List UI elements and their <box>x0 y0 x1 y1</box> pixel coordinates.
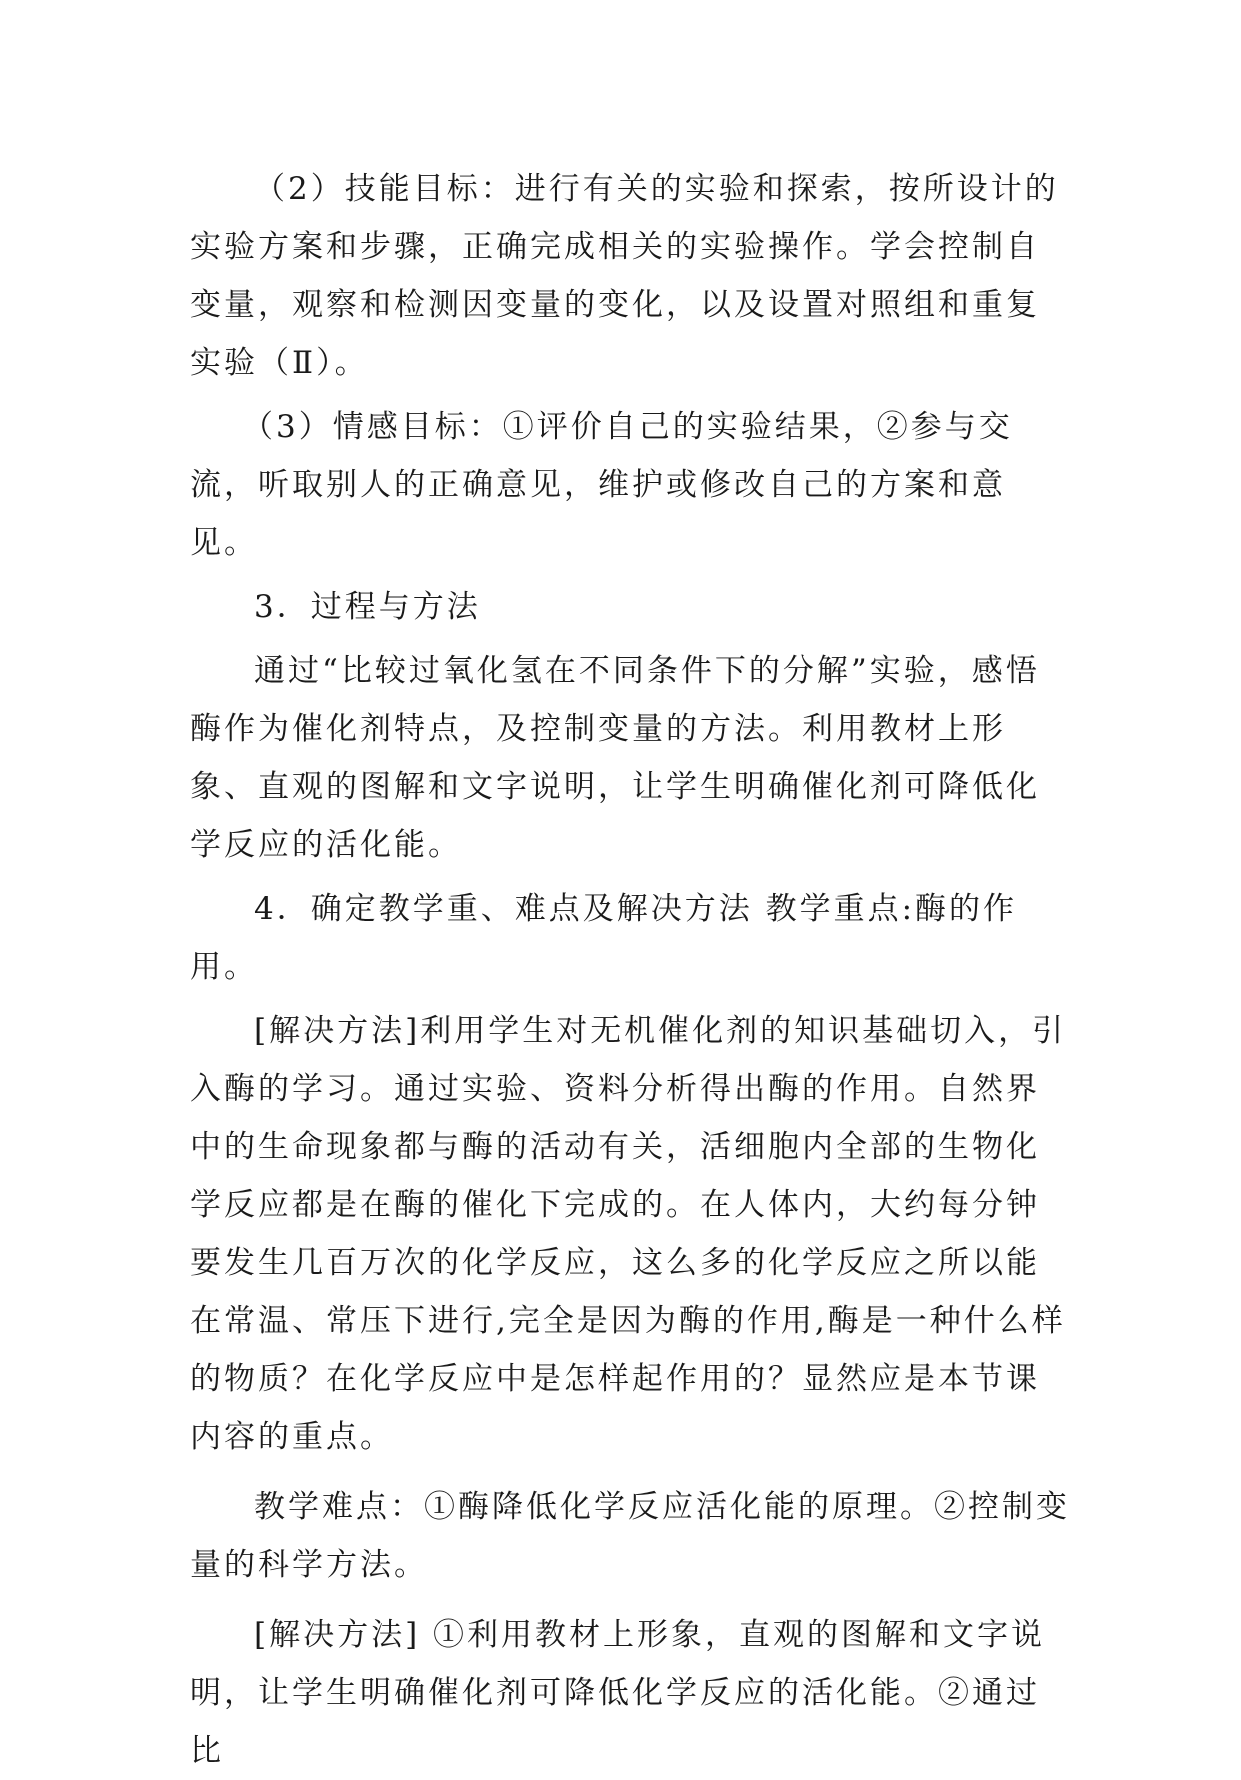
paragraph-skill-goal: （2）技能目标：进行有关的实验和探索，按所设计的实验方案和步骤，正确完成相关的实验操作。学会控制自变量，观察和检测因变量的变化，以及设置对照组和重复实验（Ⅱ）。 <box>190 171 1059 381</box>
document-body <box>190 160 1070 1780</box>
paragraph-solution-difficulty: [解决方法] ①利用教材上形象，直观的图解和文字说明，让学生明确催化剂可降低化学反应的活化能。②通过比 <box>190 1617 1046 1769</box>
paragraph-teaching-difficulty: 教学难点：①酶降低化学反应活化能的原理。②控制变量的科学方法。 <box>190 1489 1070 1583</box>
heading-key-difficult-points: 4．确定教学重、难点及解决方法 教学重点:酶的作用。 <box>190 891 1018 985</box>
heading-process-method: 3．过程与方法 <box>254 589 481 625</box>
paragraph-process-method: 通过“比较过氧化氢在不同条件下的分解”实验，感悟酶作为催化剂特点，及控制变量的方法。利用教材上形象、直观的图解和文字说明，让学生明确催化剂可降低化学反应的活化能。 <box>190 653 1040 863</box>
paragraph-solution-key-point: [解决方法]利用学生对无机催化剂的知识基础切入，引入酶的学习。通过实验、资料分析得出酶的作用。自然界中的生命现象都与酶的活动有关，活细胞内全部的生物化学反应都是在酶的催化下完成的。在人体内，大约每分钟要发生几百万次的化学反应，这么多的化学反应之所以能在常温、常压下进行,完全是因为酶的作用,酶是一种什么样的物质？在化学反应中是怎样起作用的？显然应是本节课内容的重点。 <box>190 1013 1067 1455</box>
paragraph-emotion-goal: （3）情感目标：①评价自己的实验结果，②参与交流，听取别人的正确意见，维护或修改自己的方案和意见。 <box>190 409 1013 561</box>
